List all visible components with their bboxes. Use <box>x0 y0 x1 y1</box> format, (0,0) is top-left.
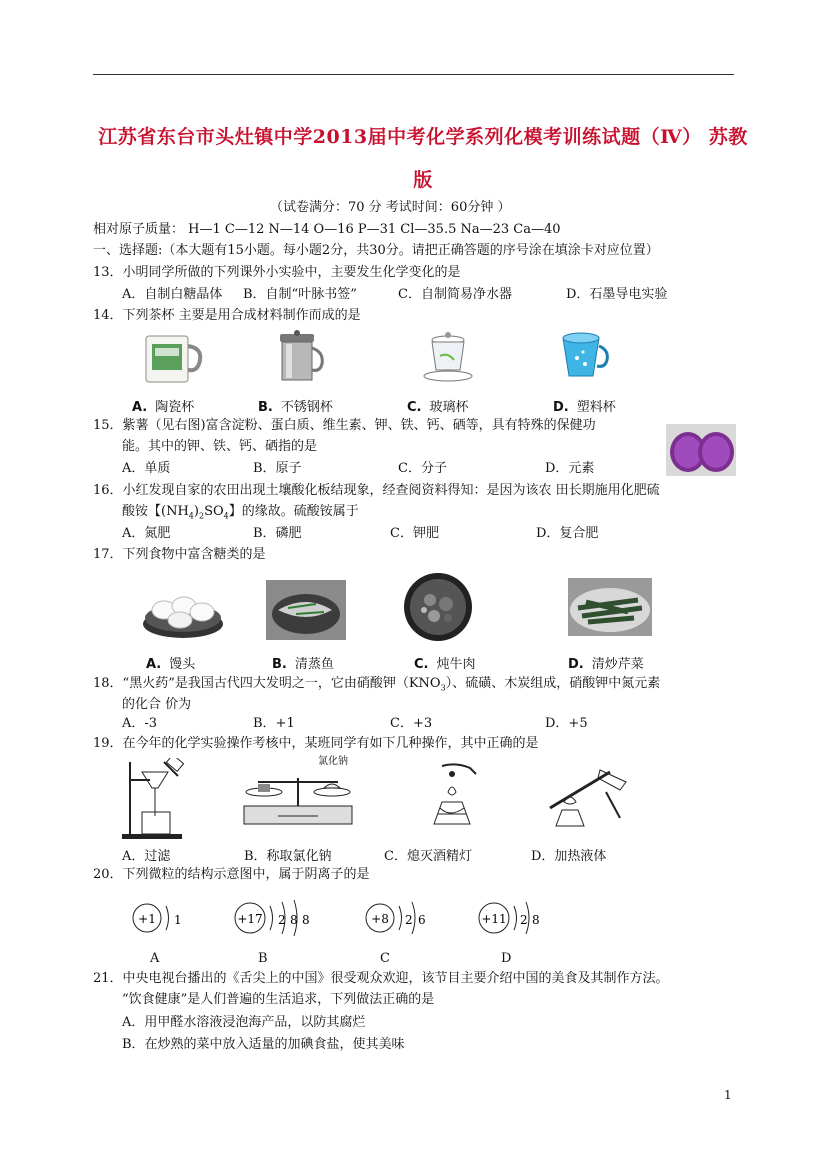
q17-option-c: C. 炖牛肉 <box>414 657 476 672</box>
q16-stem-1: 16．小红发现自家的农田出现土壤酸化板结现象，经查阅资料得知：是因为该农 田长期施用化肥硫 <box>93 483 660 498</box>
doc-title-line2: 版 <box>413 169 433 191</box>
q16-option-b: B．磷肥 <box>253 526 302 541</box>
q18-option-a: A．-3 <box>122 716 158 731</box>
q21-option-a: A．用甲醛水溶液浸泡海产品，以防其腐烂 <box>122 1015 366 1030</box>
atom-label-d: D <box>501 951 512 966</box>
q14-option-a: A. 陶瓷杯 <box>132 400 195 415</box>
ceramic-cup-image <box>138 330 206 386</box>
atom-label-b: B <box>258 951 268 966</box>
q21-stem-2: “饮食健康”是人们普遍的生活追求，下列做法正确的是 <box>122 992 435 1007</box>
atom-c-shell-2: 6 <box>418 913 426 927</box>
q15-stem-2: 能。其中的钾、铁、钙、硒指的是 <box>122 439 318 454</box>
q19-option-c: C．熄灭酒精灯 <box>384 849 472 864</box>
q17-option-a: A. 馒头 <box>146 657 196 672</box>
atom-b-shell-1: 2 <box>278 913 286 927</box>
atom-b-shell-2: 8 <box>290 913 298 927</box>
doc-title-line1: 江苏省东台市头灶镇中学2013届中考化学系列化模考训练试题（Ⅳ） 苏教 <box>98 126 748 148</box>
atom-b-nucleus: +17 <box>237 912 263 926</box>
q13-option-d: D．石墨导电实验 <box>566 287 668 302</box>
q18-option-d: D．+5 <box>545 716 588 731</box>
extinguish-lamp-diagram <box>420 762 490 832</box>
q18-option-c: C．+3 <box>390 716 433 731</box>
stainless-steel-cup-image <box>272 330 324 386</box>
heating-liquid-diagram <box>540 762 632 834</box>
q14-option-b: B. 不锈钢杯 <box>258 400 333 415</box>
q13-option-c: C．自制简易净水器 <box>398 287 512 302</box>
q15-option-a: A．单质 <box>122 461 171 476</box>
atom-d-shell-2: 8 <box>532 913 540 927</box>
filtration-diagram <box>120 758 192 842</box>
atom-diagram-c <box>362 898 442 938</box>
exam-info: （试卷满分：70 分 考试时间：60分钟 ） <box>270 200 511 215</box>
atom-c-nucleus: +8 <box>371 912 389 926</box>
q20-stem: 20．下列微粒的结构示意图中，属于阴离子的是 <box>93 867 370 882</box>
atom-c-shell-1: 2 <box>405 913 413 927</box>
q18-option-b: B．+1 <box>253 716 295 731</box>
q16-option-c: C．钾肥 <box>390 526 439 541</box>
q15-option-c: C．分子 <box>398 461 447 476</box>
atom-d-shell-1: 2 <box>520 913 528 927</box>
q14-stem: 14．下列茶杯 主要是用合成材料制作而成的是 <box>93 308 361 323</box>
q16-option-a: A．氮肥 <box>122 526 171 541</box>
q17-option-d: D. 清炒芹菜 <box>568 657 644 672</box>
q13-option-a: A．自制白糖晶体 <box>122 287 223 302</box>
q14-option-c: C. 玻璃杯 <box>407 400 469 415</box>
q15-option-d: D．元素 <box>545 461 595 476</box>
purple-sweet-potato-image <box>666 424 736 476</box>
q15-option-b: B．原子 <box>253 461 302 476</box>
q19-option-d: D．加热液体 <box>531 849 607 864</box>
q21-option-b: B．在炒熟的菜中放入适量的加碘食盐，使其美味 <box>122 1037 405 1052</box>
stewed-beef-image <box>402 572 474 642</box>
q13-stem: 13．小明同学所做的下列课外小实验中，主要发生化学变化的是 <box>93 265 461 280</box>
atom-label-a: A <box>150 951 160 966</box>
steamed-fish-image <box>266 580 346 640</box>
atomic-mass: 相对原子质量： H—1 C—12 N—14 O—16 P—31 Cl—35.5 Na—23 Ca—40 <box>93 222 561 237</box>
atom-diagram-a <box>130 898 190 938</box>
atom-label-c: C <box>380 951 390 966</box>
q19-stem: 19．在今年的化学实验操作考核中，某班同学有如下几种操作，其中正确的是 <box>93 736 539 751</box>
page-number: 1 <box>724 1088 732 1102</box>
atom-a-nucleus: +1 <box>138 912 156 926</box>
q16-stem-2: 酸铵【$(NH_4)_2SO_4$】的缘故。硫酸铵属于 <box>122 504 359 521</box>
atom-d-nucleus: +11 <box>481 912 507 926</box>
header-rule <box>93 74 734 75</box>
q16-option-d: D．复合肥 <box>536 526 599 541</box>
atom-b-shell-3: 8 <box>302 913 310 927</box>
q15-stem-1: 15．紫薯（见右图)富含淀粉、蛋白质、维生素、钾、铁、钙、硒等，具有特殊的保健功 <box>93 418 596 433</box>
q18-stem-2: 的化合 价为 <box>122 697 192 712</box>
atom-diagram-d <box>476 898 556 938</box>
celery-stir-fry-image <box>568 578 652 636</box>
section-heading: 一、选择题:（本大题有15小题。每小题2分，共30分。请把正确答题的序号涂在填涂卡对应位置） <box>93 243 659 258</box>
plastic-cup-image <box>557 330 609 386</box>
glass-cup-image <box>420 330 478 386</box>
q13-option-b: B．自制“叶脉书签” <box>243 287 357 302</box>
q17-stem: 17．下列食物中富含糖类的是 <box>93 547 266 562</box>
q19-option-a: A．过滤 <box>122 849 171 864</box>
q14-option-d: D. 塑料杯 <box>553 400 616 415</box>
atom-diagram-b <box>232 898 322 938</box>
q18-stem-1: 18．“黑火药”是我国古代四大发明之一，它由硝酸钾$(KNO_3)$、硫磺、木炭组成，硝酸钾中氮元素 <box>93 676 661 693</box>
nacl-label: 氯化钠 <box>318 756 348 767</box>
steamed-buns-image <box>142 580 224 640</box>
q17-option-b: B. 清蒸鱼 <box>272 657 334 672</box>
q21-stem-1: 21．中央电视台播出的《舌尖上的中国》很受观众欢迎，该节目主要介绍中国的美食及其制作方法。 <box>93 971 669 986</box>
q19-option-b: B．称取氯化钠 <box>244 849 332 864</box>
atom-a-shell-1: 1 <box>174 913 182 927</box>
